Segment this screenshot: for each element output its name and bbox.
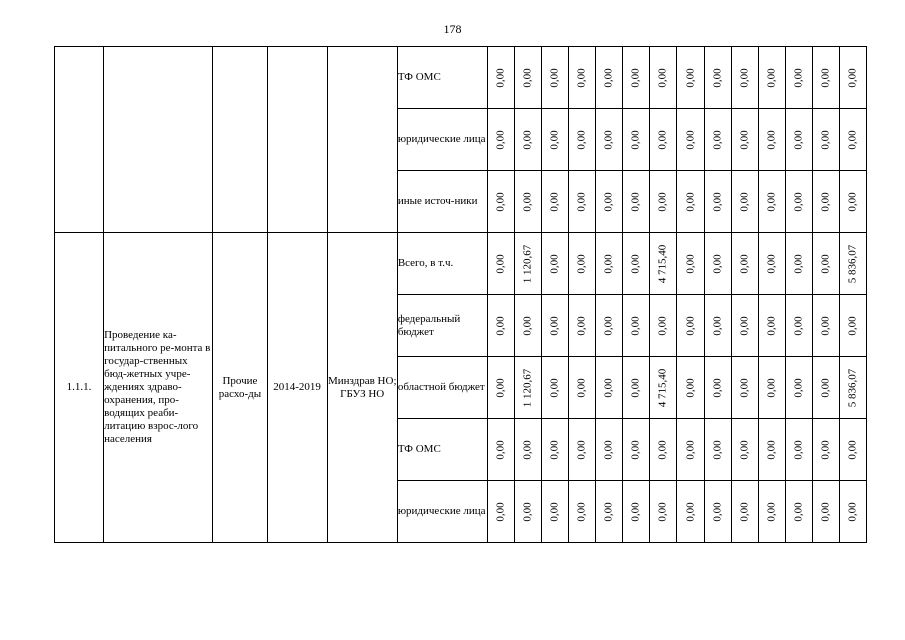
value-cell: 4 715,40 [650, 357, 677, 419]
value-cell: 0,00 [731, 47, 758, 109]
value-cell: 0,00 [569, 47, 596, 109]
value-cell: 0,00 [623, 419, 650, 481]
value-cell: 0,00 [569, 419, 596, 481]
source-label: юридические лица [397, 109, 487, 171]
value-cell: 0,00 [812, 419, 839, 481]
source-label: областной бюджет [397, 357, 487, 419]
value-cell: 0,00 [569, 357, 596, 419]
value-cell: 0,00 [812, 481, 839, 543]
value-cell: 0,00 [515, 419, 542, 481]
value-cell: 0,00 [542, 481, 569, 543]
value-cell: 0,00 [758, 47, 785, 109]
value-cell: 0,00 [488, 419, 515, 481]
value-cell: 0,00 [542, 109, 569, 171]
empty-cell [104, 47, 213, 233]
value-cell: 0,00 [596, 295, 623, 357]
value-cell: 1 120,67 [515, 357, 542, 419]
source-label: ТФ ОМС [397, 47, 487, 109]
value-cell: 0,00 [515, 171, 542, 233]
value-cell: 0,00 [569, 295, 596, 357]
value-cell: 0,00 [488, 233, 515, 295]
value-cell: 0,00 [650, 171, 677, 233]
value-cell: 0,00 [839, 47, 866, 109]
empty-cell [327, 47, 397, 233]
value-cell: 0,00 [839, 171, 866, 233]
program-description: Проведение ка-питального ре-монта в государ-ственных бюд-жетных учре-ждениях здраво-охранения, про-водящих реаби-литацию взрос-лого населения [104, 233, 213, 543]
value-cell: 0,00 [758, 233, 785, 295]
table-row [55, 47, 867, 109]
program-years: 2014-2019 [267, 233, 327, 543]
value-cell: 0,00 [704, 295, 731, 357]
value-cell: 0,00 [677, 419, 704, 481]
value-cell: 0,00 [488, 481, 515, 543]
value-cell: 0,00 [596, 481, 623, 543]
value-cell: 5 836,07 [839, 233, 866, 295]
value-cell: 0,00 [839, 109, 866, 171]
budget-table [54, 46, 867, 543]
source-label: юридические лица [397, 481, 487, 543]
value-cell: 0,00 [677, 47, 704, 109]
source-label: ТФ ОМС [397, 419, 487, 481]
value-cell: 0,00 [650, 109, 677, 171]
value-cell: 0,00 [596, 357, 623, 419]
value-cell: 0,00 [704, 171, 731, 233]
value-cell: 0,00 [596, 233, 623, 295]
value-cell: 0,00 [704, 47, 731, 109]
source-label: федеральный бюджет [397, 295, 487, 357]
value-cell: 0,00 [704, 109, 731, 171]
value-cell: 1 120,67 [515, 233, 542, 295]
value-cell: 0,00 [650, 481, 677, 543]
value-cell: 0,00 [785, 171, 812, 233]
value-cell: 0,00 [704, 481, 731, 543]
value-cell: 0,00 [569, 233, 596, 295]
value-cell: 0,00 [488, 171, 515, 233]
value-cell: 0,00 [515, 47, 542, 109]
value-cell: 0,00 [677, 171, 704, 233]
page-number: 178 [443, 22, 462, 36]
source-label: Всего, в т.ч. [397, 233, 487, 295]
value-cell: 0,00 [758, 295, 785, 357]
value-cell: 0,00 [731, 357, 758, 419]
value-cell: 0,00 [569, 109, 596, 171]
value-cell: 0,00 [650, 295, 677, 357]
value-cell: 0,00 [488, 357, 515, 419]
value-cell: 0,00 [488, 47, 515, 109]
empty-cell [55, 47, 104, 233]
value-cell: 0,00 [488, 295, 515, 357]
value-cell: 0,00 [731, 233, 758, 295]
value-cell: 0,00 [731, 419, 758, 481]
value-cell: 0,00 [704, 419, 731, 481]
value-cell: 0,00 [785, 233, 812, 295]
value-cell: 0,00 [623, 295, 650, 357]
program-number: 1.1.1. [55, 233, 104, 543]
value-cell: 0,00 [542, 171, 569, 233]
value-cell: 0,00 [812, 171, 839, 233]
source-label: иные источ-ники [397, 171, 487, 233]
value-cell: 0,00 [785, 481, 812, 543]
value-cell: 0,00 [515, 481, 542, 543]
empty-cell [267, 47, 327, 233]
value-cell: 0,00 [542, 419, 569, 481]
value-cell: 0,00 [542, 233, 569, 295]
empty-cell [213, 47, 267, 233]
value-cell: 0,00 [758, 481, 785, 543]
value-cell: 0,00 [785, 357, 812, 419]
value-cell: 0,00 [596, 109, 623, 171]
value-cell: 0,00 [677, 295, 704, 357]
value-cell: 0,00 [704, 233, 731, 295]
value-cell: 0,00 [515, 109, 542, 171]
value-cell: 0,00 [839, 419, 866, 481]
value-cell: 0,00 [785, 419, 812, 481]
value-cell: 0,00 [812, 109, 839, 171]
value-cell: 0,00 [623, 109, 650, 171]
expense-type: Прочие расхо-ды [213, 233, 267, 543]
value-cell: 0,00 [488, 109, 515, 171]
value-cell: 0,00 [785, 109, 812, 171]
value-cell: 0,00 [569, 481, 596, 543]
value-cell: 0,00 [839, 295, 866, 357]
value-cell: 0,00 [623, 481, 650, 543]
value-cell: 0,00 [623, 233, 650, 295]
value-cell: 0,00 [731, 481, 758, 543]
value-cell: 0,00 [758, 109, 785, 171]
value-cell: 0,00 [731, 295, 758, 357]
value-cell: 0,00 [758, 357, 785, 419]
value-cell: 0,00 [596, 171, 623, 233]
value-cell: 0,00 [623, 171, 650, 233]
value-cell: 5 836,07 [839, 357, 866, 419]
value-cell: 0,00 [785, 47, 812, 109]
value-cell: 0,00 [623, 357, 650, 419]
value-cell: 0,00 [812, 47, 839, 109]
value-cell: 0,00 [812, 233, 839, 295]
value-cell: 0,00 [623, 47, 650, 109]
value-cell: 4 715,40 [650, 233, 677, 295]
value-cell: 0,00 [785, 295, 812, 357]
value-cell: 0,00 [677, 233, 704, 295]
value-cell: 0,00 [704, 357, 731, 419]
value-cell: 0,00 [650, 47, 677, 109]
value-cell: 0,00 [812, 357, 839, 419]
value-cell: 0,00 [650, 419, 677, 481]
value-cell: 0,00 [569, 171, 596, 233]
value-cell: 0,00 [677, 357, 704, 419]
program-executor: Минздрав НО; ГБУЗ НО [327, 233, 397, 543]
value-cell: 0,00 [731, 109, 758, 171]
value-cell: 0,00 [596, 47, 623, 109]
value-cell: 0,00 [515, 295, 542, 357]
value-cell: 0,00 [758, 171, 785, 233]
value-cell: 0,00 [839, 481, 866, 543]
value-cell: 0,00 [731, 171, 758, 233]
value-cell: 0,00 [677, 109, 704, 171]
value-cell: 0,00 [542, 295, 569, 357]
value-cell: 0,00 [542, 47, 569, 109]
value-cell: 0,00 [677, 481, 704, 543]
value-cell: 0,00 [758, 419, 785, 481]
table-row [55, 233, 867, 295]
value-cell: 0,00 [812, 295, 839, 357]
value-cell: 0,00 [596, 419, 623, 481]
value-cell: 0,00 [542, 357, 569, 419]
